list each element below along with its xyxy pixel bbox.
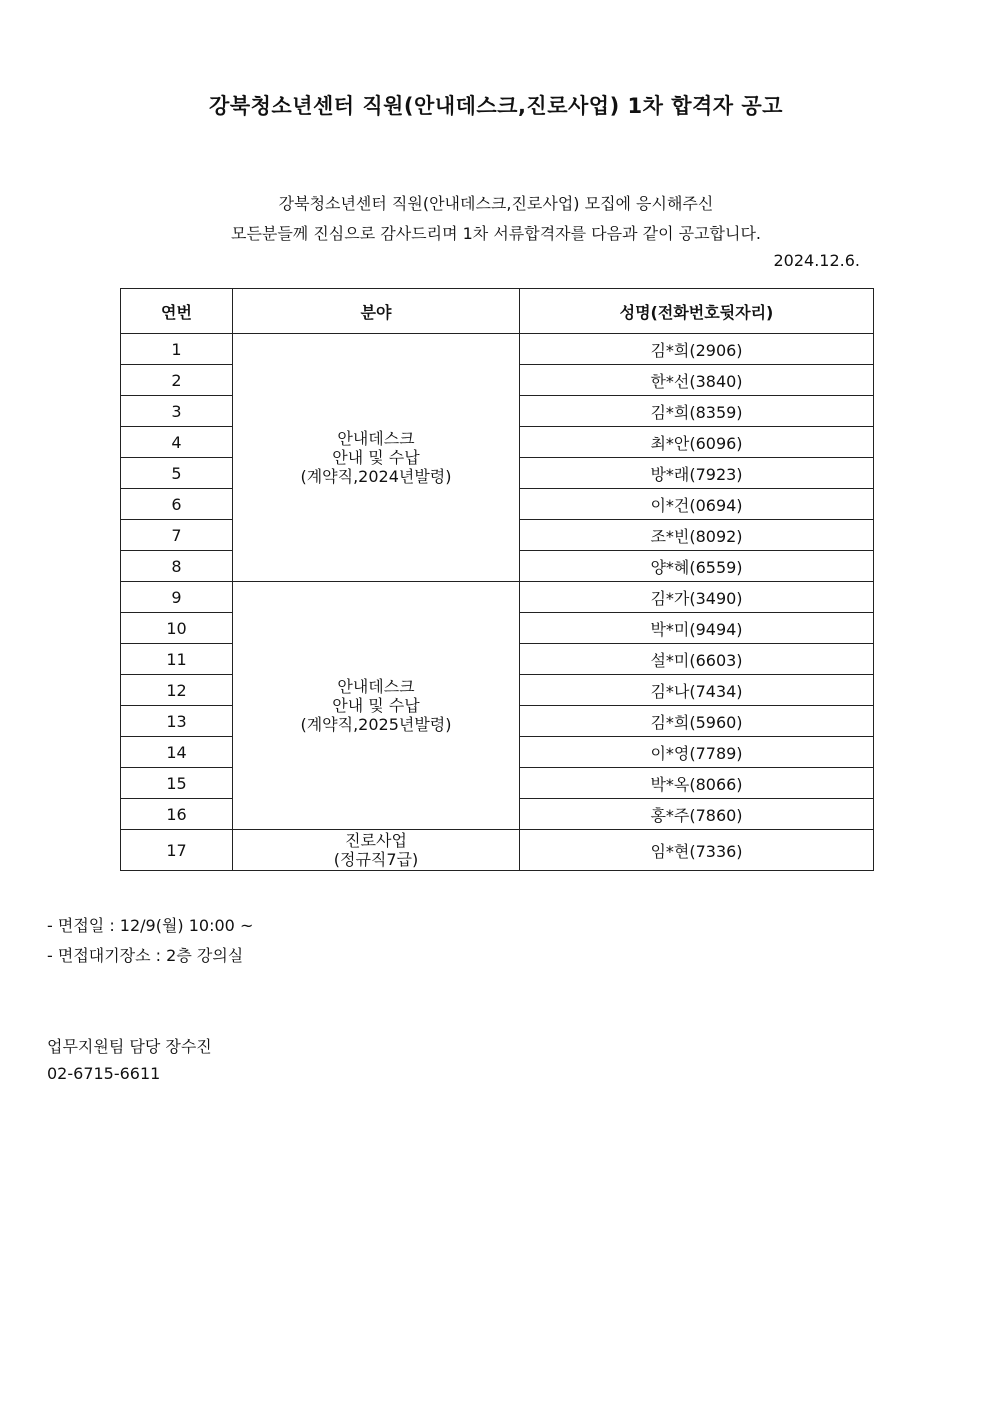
- row-number: 4: [121, 427, 233, 458]
- contact-phone: 02-6715-6611: [47, 1064, 161, 1083]
- row-number: 2: [121, 365, 233, 396]
- applicant-name: 김*가(3490): [520, 582, 874, 613]
- field-cell: [233, 582, 520, 830]
- field-line: 진로사업: [345, 831, 407, 850]
- row-number: 12: [121, 675, 233, 706]
- table-row: [121, 334, 874, 365]
- applicant-name: 설*미(6603): [520, 644, 874, 675]
- row-number: 1: [121, 334, 233, 365]
- table-header-row: [121, 289, 874, 334]
- intro-line-2: 모든분들께 진심으로 감사드리며 1차 서류합격자를 다음과 같이 공고합니다.: [230, 224, 761, 243]
- table-row: [121, 830, 874, 871]
- table-body: [121, 334, 874, 871]
- row-number: 15: [121, 768, 233, 799]
- field-line: 안내데스크: [337, 429, 415, 448]
- applicant-name: 박*미(9494): [520, 613, 874, 644]
- contact-person: 업무지원팀 담당 장수진: [47, 1037, 212, 1056]
- intro-line-1: 강북청소년센터 직원(안내데스크,진로사업) 모집에 응시해주신: [278, 194, 714, 213]
- row-number: 3: [121, 396, 233, 427]
- field-line: (계약직,2024년발령): [300, 467, 452, 486]
- applicant-name: 박*옥(8066): [520, 768, 874, 799]
- applicant-table: [120, 288, 874, 871]
- row-number: 10: [121, 613, 233, 644]
- applicant-name: 최*안(6096): [520, 427, 874, 458]
- header-field: 분야: [233, 289, 520, 334]
- row-number: 8: [121, 551, 233, 582]
- field-cell: [233, 830, 520, 871]
- applicant-name: 임*현(7336): [520, 830, 874, 871]
- applicant-name: 홍*주(7860): [520, 799, 874, 830]
- announcement-date: 2024.12.6.: [773, 251, 860, 270]
- header-name: 성명(전화번호뒷자리): [520, 289, 874, 334]
- applicant-name: 이*건(0694): [520, 489, 874, 520]
- applicant-name: 조*빈(8092): [520, 520, 874, 551]
- row-number: 17: [121, 830, 233, 871]
- row-number: 7: [121, 520, 233, 551]
- row-number: 5: [121, 458, 233, 489]
- row-number: 14: [121, 737, 233, 768]
- field-line: 안내데스크: [337, 677, 415, 696]
- table-row: [121, 582, 874, 613]
- header-no: 연번: [121, 289, 233, 334]
- applicant-name: 김*희(2906): [520, 334, 874, 365]
- applicant-name: 김*나(7434): [520, 675, 874, 706]
- applicant-name: 김*희(5960): [520, 706, 874, 737]
- waiting-room-note: - 면접대기장소 : 2층 강의실: [47, 946, 244, 965]
- page-title: 강북청소년센터 직원(안내데스크,진로사업) 1차 합격자 공고: [209, 94, 783, 118]
- row-number: 13: [121, 706, 233, 737]
- row-number: 9: [121, 582, 233, 613]
- field-line: 안내 및 수납: [332, 448, 420, 467]
- field-line: 안내 및 수납: [332, 696, 420, 715]
- row-number: 6: [121, 489, 233, 520]
- applicant-name: 양*혜(6559): [520, 551, 874, 582]
- field-line: (정규직7급): [333, 850, 419, 869]
- field-cell: [233, 334, 520, 582]
- applicant-name: 이*영(7789): [520, 737, 874, 768]
- applicant-name: 한*선(3840): [520, 365, 874, 396]
- applicant-name: 방*래(7923): [520, 458, 874, 489]
- row-number: 11: [121, 644, 233, 675]
- field-line: (계약직,2025년발령): [300, 715, 452, 734]
- interview-date-note: - 면접일 : 12/9(월) 10:00 ~: [47, 916, 254, 935]
- row-number: 16: [121, 799, 233, 830]
- applicant-name: 김*희(8359): [520, 396, 874, 427]
